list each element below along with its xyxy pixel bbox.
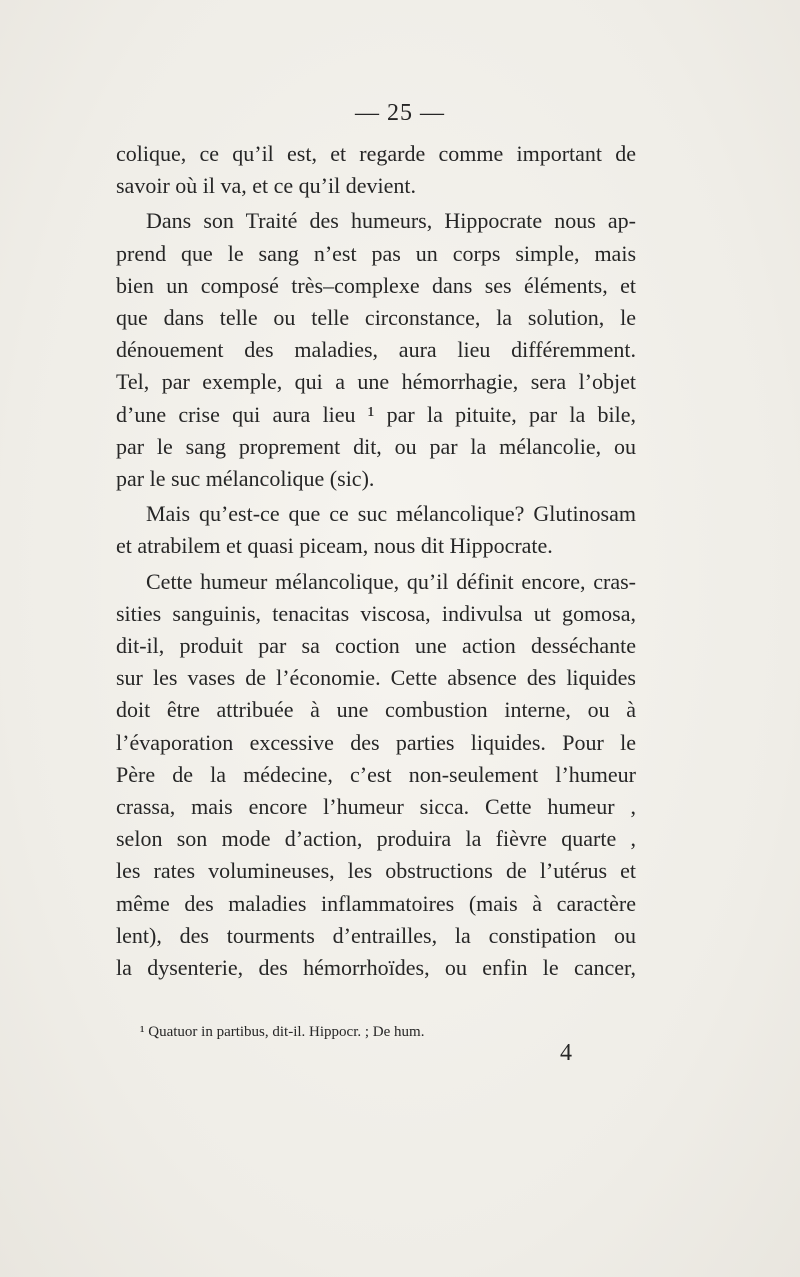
text-line: dénouement des maladies, aura lieu différemment. xyxy=(116,337,636,363)
text-line: l’évaporation excessive des parties liquides. Pour le xyxy=(116,729,636,755)
text-line: les rates volumineuses, les obstructions de l’utérus et xyxy=(116,858,636,884)
text-line: dit-il, produit par sa coction une action desséchante xyxy=(116,633,636,659)
text-line: prend que le sang n’est pas un corps simple, mais xyxy=(116,240,636,266)
footnote: ¹ Quatuor in partibus, dit-il. Hippocr. ; De hum. xyxy=(140,1024,425,1040)
text-line: que dans telle ou telle circonstance, la solution, le xyxy=(116,305,636,331)
text-line: la dysenterie, des hémorrhoïdes, ou enfin le cancer, xyxy=(116,955,636,981)
text-line: sities sanguinis, tenacitas viscosa, indivulsa ut gomosa, xyxy=(116,600,636,626)
text-line: d’une crise qui aura lieu ¹ par la pituite, par la bile, xyxy=(116,401,636,427)
text-line: crassa, mais encore l’humeur sicca. Cette humeur , xyxy=(116,794,636,820)
text-line: Dans son Traité des humeurs, Hippocrate nous ap- xyxy=(146,208,636,234)
text-line: Mais qu’est-ce que ce suc mélancolique? Glutinosam xyxy=(146,501,636,527)
signature-mark: 4 xyxy=(560,1040,572,1066)
body-text xyxy=(116,138,636,984)
text-line: même des maladies inflammatoires (mais à caractère xyxy=(116,890,636,916)
text-line: doit être attribuée à une combustion interne, ou à xyxy=(116,697,636,723)
text-line: Père de la médecine, c’est non-seulement l’humeur xyxy=(116,761,636,787)
page-number: — 25 — xyxy=(355,100,445,126)
text-line: savoir où il va, et ce qu’il devient. xyxy=(116,173,416,199)
text-line: bien un composé très–complexe dans ses éléments, et xyxy=(116,272,636,298)
text-line: Cette humeur mélancolique, qu’il définit encore, cras- xyxy=(146,568,636,594)
text-line: et atrabilem et quasi piceam, nous dit Hippocrate. xyxy=(116,533,553,559)
text-line: lent), des tourments d’entrailles, la constipation ou xyxy=(116,922,636,948)
text-line: colique, ce qu’il est, et regarde comme important de xyxy=(116,141,636,166)
text-line: par le sang proprement dit, ou par la mélancolie, ou xyxy=(116,433,636,459)
text-line: selon son mode d’action, produira la fièvre quarte , xyxy=(116,826,636,852)
text-line: sur les vases de l’économie. Cette absence des liquides xyxy=(116,665,636,691)
text-line: par le suc mélancolique (sic). xyxy=(116,466,375,492)
text-line: Tel, par exemple, qui a une hémorrhagie, sera l’objet xyxy=(116,369,636,395)
